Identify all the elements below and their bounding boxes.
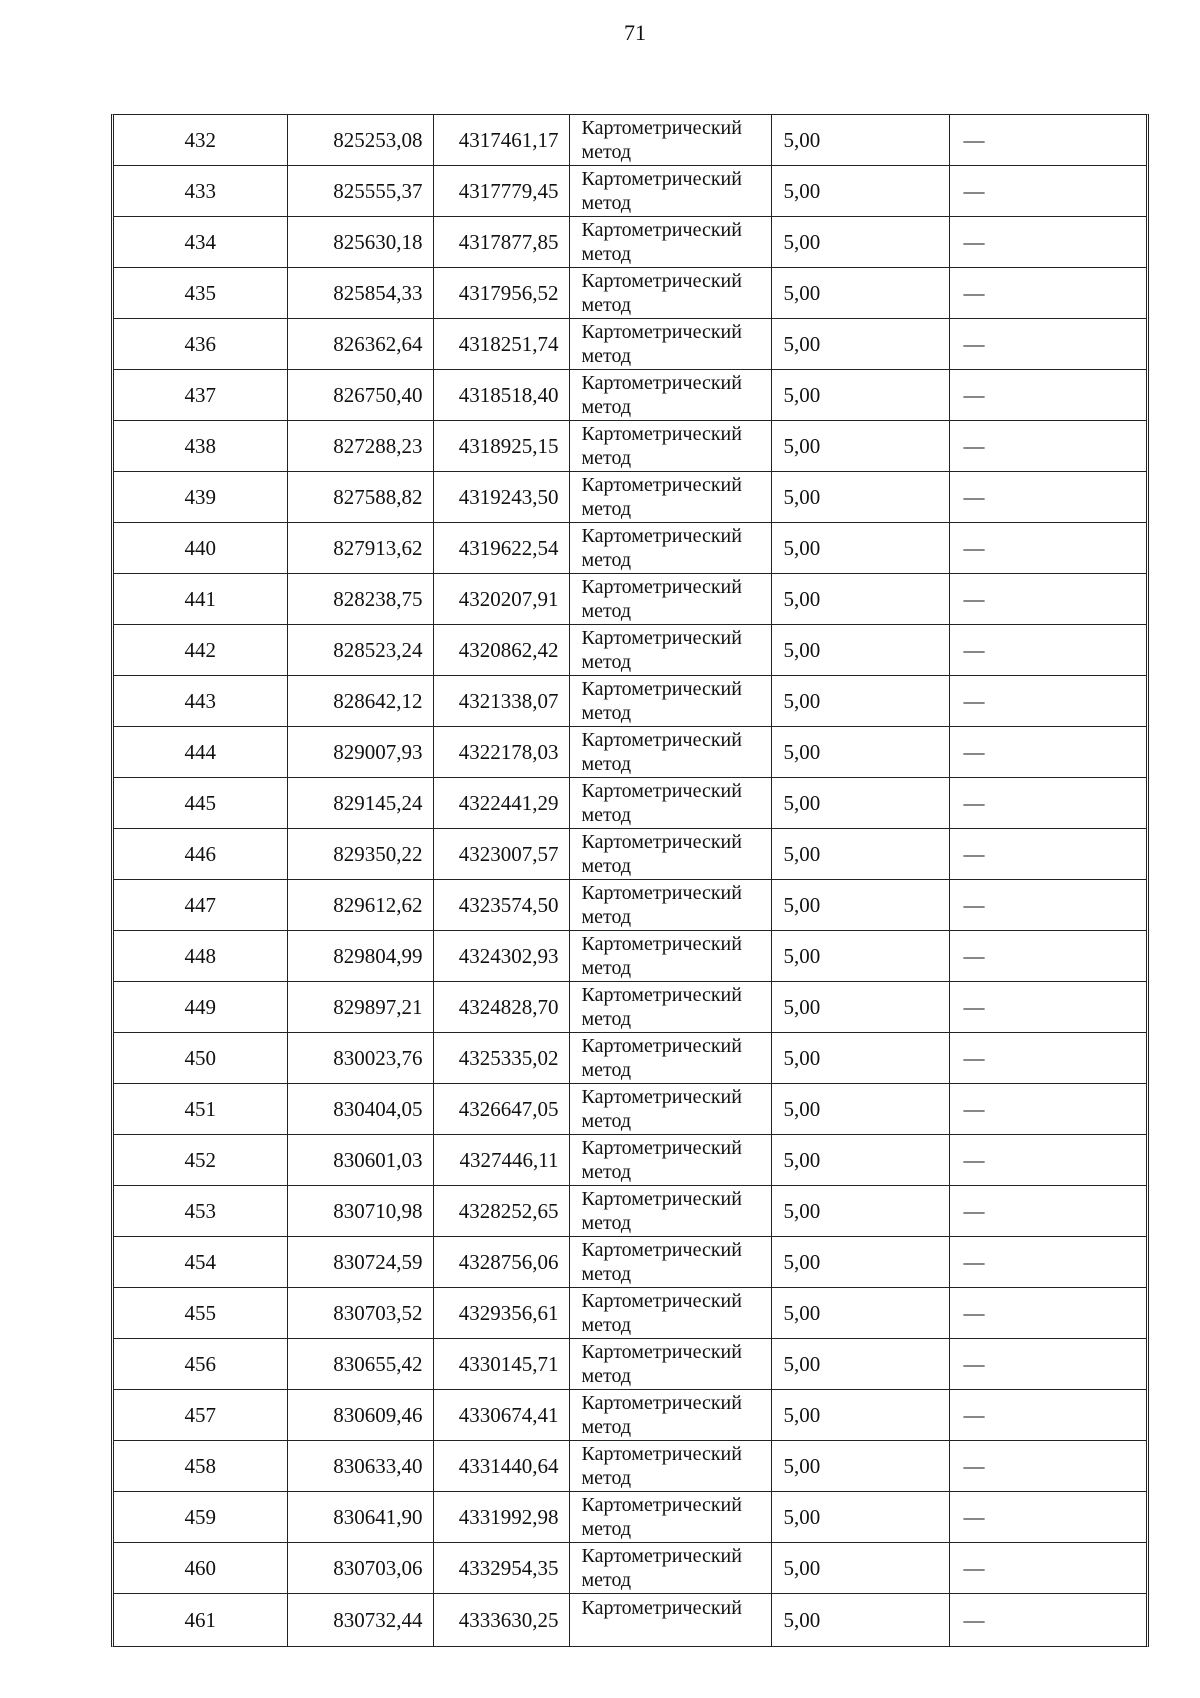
coord-y: 4325335,02	[433, 1033, 569, 1084]
dash-value: —	[949, 1390, 1146, 1441]
method-line1: Картометрический	[581, 1545, 742, 1567]
dash-value: —	[949, 523, 1146, 574]
accuracy: 5,00	[771, 931, 949, 982]
coord-x: 827588,82	[287, 472, 433, 523]
coord-x: 830724,59	[287, 1237, 433, 1288]
accuracy: 5,00	[771, 1084, 949, 1135]
method-cell	[569, 115, 771, 166]
dash-value: —	[949, 166, 1146, 217]
method-cell	[569, 1084, 771, 1135]
coord-y: 4318925,15	[433, 421, 569, 472]
point-number: 435	[114, 268, 287, 319]
point-number: 434	[114, 217, 287, 268]
coord-x: 830641,90	[287, 1492, 433, 1543]
coord-x: 825555,37	[287, 166, 433, 217]
accuracy: 5,00	[771, 421, 949, 472]
table-row	[114, 727, 1146, 778]
point-number: 457	[114, 1390, 287, 1441]
accuracy: 5,00	[771, 880, 949, 931]
method-line1: Картометрический	[581, 1597, 742, 1619]
coord-x: 828523,24	[287, 625, 433, 676]
dash-value: —	[949, 1594, 1146, 1647]
method-line1: Картометрический	[581, 525, 742, 547]
coord-y: 4331440,64	[433, 1441, 569, 1492]
accuracy: 5,00	[771, 370, 949, 421]
method-line2: метод	[581, 651, 632, 673]
accuracy: 5,00	[771, 268, 949, 319]
point-number: 441	[114, 574, 287, 625]
coord-x: 829007,93	[287, 727, 433, 778]
table-body	[114, 115, 1146, 1646]
coord-y: 4323007,57	[433, 829, 569, 880]
table-row	[114, 370, 1146, 421]
dash-value: —	[949, 880, 1146, 931]
method-cell	[569, 421, 771, 472]
coord-x: 827913,62	[287, 523, 433, 574]
dash-value: —	[949, 115, 1146, 166]
accuracy: 5,00	[771, 217, 949, 268]
coord-y: 4327446,11	[433, 1135, 569, 1186]
accuracy: 5,00	[771, 115, 949, 166]
coord-y: 4322178,03	[433, 727, 569, 778]
dash-value: —	[949, 625, 1146, 676]
method-cell	[569, 217, 771, 268]
dash-value: —	[949, 982, 1146, 1033]
method-cell	[569, 1237, 771, 1288]
point-number: 438	[114, 421, 287, 472]
accuracy: 5,00	[771, 1492, 949, 1543]
method-line2: метод	[581, 1518, 632, 1540]
coord-x: 826362,64	[287, 319, 433, 370]
coord-y: 4333630,25	[433, 1594, 569, 1647]
accuracy: 5,00	[771, 1033, 949, 1084]
table-row	[114, 1186, 1146, 1237]
method-line2: метод	[581, 549, 632, 571]
method-cell	[569, 1033, 771, 1084]
method-line2: метод	[581, 804, 632, 826]
method-line1: Картометрический	[581, 474, 742, 496]
table-row	[114, 931, 1146, 982]
page-number: 71	[624, 20, 646, 45]
coord-y: 4332954,35	[433, 1543, 569, 1594]
method-cell	[569, 1492, 771, 1543]
accuracy: 5,00	[771, 625, 949, 676]
dash-value: —	[949, 217, 1146, 268]
method-line2: метод	[581, 1212, 632, 1234]
method-line1: Картометрический	[581, 1035, 742, 1057]
coord-x: 825253,08	[287, 115, 433, 166]
method-cell	[569, 1288, 771, 1339]
point-number: 444	[114, 727, 287, 778]
method-line1: Картометрический	[581, 933, 742, 955]
method-cell	[569, 1441, 771, 1492]
method-line1: Картометрический	[581, 219, 742, 241]
coord-x: 828238,75	[287, 574, 433, 625]
table-row	[114, 1288, 1146, 1339]
coord-x: 828642,12	[287, 676, 433, 727]
coord-x: 830732,44	[287, 1594, 433, 1647]
dash-value: —	[949, 574, 1146, 625]
table-row	[114, 982, 1146, 1033]
dash-value: —	[949, 1441, 1146, 1492]
method-cell	[569, 166, 771, 217]
method-cell	[569, 1135, 771, 1186]
dash-value: —	[949, 829, 1146, 880]
method-line1: Картометрический	[581, 321, 742, 343]
coord-y: 4331992,98	[433, 1492, 569, 1543]
method-line1: Картометрический	[581, 1443, 742, 1465]
coord-x: 830601,03	[287, 1135, 433, 1186]
coord-x: 829612,62	[287, 880, 433, 931]
method-cell	[569, 1186, 771, 1237]
dash-value: —	[949, 1084, 1146, 1135]
table-row	[114, 1339, 1146, 1390]
point-number: 461	[114, 1594, 287, 1647]
table-row	[114, 1033, 1146, 1084]
table-row	[114, 268, 1146, 319]
coord-x: 830023,76	[287, 1033, 433, 1084]
point-number: 450	[114, 1033, 287, 1084]
coord-y: 4330145,71	[433, 1339, 569, 1390]
method-line1: Картометрический	[581, 1341, 742, 1363]
dash-value: —	[949, 1237, 1146, 1288]
dash-value: —	[949, 1135, 1146, 1186]
accuracy: 5,00	[771, 166, 949, 217]
method-cell	[569, 676, 771, 727]
method-cell	[569, 268, 771, 319]
table-row	[114, 1084, 1146, 1135]
accuracy: 5,00	[771, 1186, 949, 1237]
table-row	[114, 1441, 1146, 1492]
table-row	[114, 778, 1146, 829]
coord-y: 4317956,52	[433, 268, 569, 319]
table-row	[114, 574, 1146, 625]
point-number: 454	[114, 1237, 287, 1288]
coord-x: 830710,98	[287, 1186, 433, 1237]
method-line1: Картометрический	[581, 729, 742, 751]
accuracy: 5,00	[771, 319, 949, 370]
dash-value: —	[949, 1339, 1146, 1390]
accuracy: 5,00	[771, 676, 949, 727]
method-line1: Картометрический	[581, 1290, 742, 1312]
dash-value: —	[949, 1288, 1146, 1339]
method-line2: метод	[581, 498, 632, 520]
coord-y: 4319622,54	[433, 523, 569, 574]
method-line2: метод	[581, 1416, 632, 1438]
method-cell	[569, 880, 771, 931]
coord-x: 829897,21	[287, 982, 433, 1033]
coord-y: 4321338,07	[433, 676, 569, 727]
accuracy: 5,00	[771, 472, 949, 523]
method-line2: метод	[581, 345, 632, 367]
method-line2: метод	[581, 396, 632, 418]
point-number: 447	[114, 880, 287, 931]
dash-value: —	[949, 676, 1146, 727]
method-line2: метод	[581, 600, 632, 622]
method-line1: Картометрический	[581, 882, 742, 904]
method-line2: метод	[581, 1008, 632, 1030]
coord-y: 4320207,91	[433, 574, 569, 625]
method-line2: метод	[581, 192, 632, 214]
method-line1: Картометрический	[581, 423, 742, 445]
point-number: 443	[114, 676, 287, 727]
point-number: 458	[114, 1441, 287, 1492]
method-line1: Картометрический	[581, 984, 742, 1006]
coord-y: 4324828,70	[433, 982, 569, 1033]
method-cell	[569, 472, 771, 523]
coord-x: 827288,23	[287, 421, 433, 472]
method-cell	[569, 319, 771, 370]
coord-y: 4319243,50	[433, 472, 569, 523]
coord-x: 829145,24	[287, 778, 433, 829]
table-row	[114, 1390, 1146, 1441]
coord-y: 4326647,05	[433, 1084, 569, 1135]
coord-x: 830703,06	[287, 1543, 433, 1594]
dash-value: —	[949, 1186, 1146, 1237]
coord-x: 826750,40	[287, 370, 433, 421]
coord-x: 830655,42	[287, 1339, 433, 1390]
point-number: 446	[114, 829, 287, 880]
table-row	[114, 1492, 1146, 1543]
point-number: 448	[114, 931, 287, 982]
coord-x: 829804,99	[287, 931, 433, 982]
method-line2: метод	[581, 294, 632, 316]
method-line2: метод	[581, 753, 632, 775]
accuracy: 5,00	[771, 1441, 949, 1492]
method-cell	[569, 982, 771, 1033]
point-number: 436	[114, 319, 287, 370]
method-line1: Картометрический	[581, 1137, 742, 1159]
dash-value: —	[949, 370, 1146, 421]
method-line1: Картометрический	[581, 1392, 742, 1414]
dash-value: —	[949, 472, 1146, 523]
dash-value: —	[949, 727, 1146, 778]
accuracy: 5,00	[771, 829, 949, 880]
method-line2: метод	[581, 1467, 632, 1489]
dash-value: —	[949, 319, 1146, 370]
method-line1: Картометрический	[581, 678, 742, 700]
method-line1: Картометрический	[581, 627, 742, 649]
method-cell	[569, 931, 771, 982]
accuracy: 5,00	[771, 1135, 949, 1186]
accuracy: 5,00	[771, 1288, 949, 1339]
coord-y: 4317877,85	[433, 217, 569, 268]
table-row	[114, 625, 1146, 676]
coord-x: 825630,18	[287, 217, 433, 268]
method-line2: метод	[581, 1110, 632, 1132]
table-row	[114, 1135, 1146, 1186]
accuracy: 5,00	[771, 1594, 949, 1647]
table-row	[114, 472, 1146, 523]
dash-value: —	[949, 268, 1146, 319]
table-row	[114, 676, 1146, 727]
method-line2: метод	[581, 1569, 632, 1591]
method-line2: метод	[581, 1059, 632, 1081]
point-number: 452	[114, 1135, 287, 1186]
dash-value: —	[949, 778, 1146, 829]
point-number: 440	[114, 523, 287, 574]
method-line1: Картометрический	[581, 1086, 742, 1108]
method-cell	[569, 778, 771, 829]
accuracy: 5,00	[771, 1390, 949, 1441]
coord-y: 4323574,50	[433, 880, 569, 931]
point-number: 449	[114, 982, 287, 1033]
coord-x: 830633,40	[287, 1441, 433, 1492]
point-number: 432	[114, 115, 287, 166]
method-line2: метод	[581, 1365, 632, 1387]
coord-x: 829350,22	[287, 829, 433, 880]
table-row	[114, 115, 1146, 166]
method-line1: Картометрический	[581, 372, 742, 394]
method-cell	[569, 370, 771, 421]
method-line2: метод	[581, 1161, 632, 1183]
coord-x: 830609,46	[287, 1390, 433, 1441]
method-line2: метод	[581, 141, 632, 163]
coord-y: 4317779,45	[433, 166, 569, 217]
coord-y: 4322441,29	[433, 778, 569, 829]
dash-value: —	[949, 1543, 1146, 1594]
method-line1: Картометрический	[581, 780, 742, 802]
method-line2: метод	[581, 1314, 632, 1336]
point-number: 455	[114, 1288, 287, 1339]
coord-y: 4320862,42	[433, 625, 569, 676]
table-row	[114, 829, 1146, 880]
method-cell	[569, 727, 771, 778]
point-number: 453	[114, 1186, 287, 1237]
coordinates-table	[111, 114, 1149, 1647]
method-cell	[569, 829, 771, 880]
method-line2: метод	[581, 447, 632, 469]
method-cell	[569, 1594, 771, 1647]
accuracy: 5,00	[771, 727, 949, 778]
point-number: 451	[114, 1084, 287, 1135]
method-cell	[569, 574, 771, 625]
table-row	[114, 166, 1146, 217]
accuracy: 5,00	[771, 523, 949, 574]
dash-value: —	[949, 1492, 1146, 1543]
method-cell	[569, 625, 771, 676]
table-row	[114, 880, 1146, 931]
method-line2: метод	[581, 957, 632, 979]
method-line1: Картометрический	[581, 831, 742, 853]
dash-value: —	[949, 1033, 1146, 1084]
dash-value: —	[949, 421, 1146, 472]
method-line2: метод	[581, 1263, 632, 1285]
point-number: 456	[114, 1339, 287, 1390]
method-line1: Картометрический	[581, 1494, 742, 1516]
method-cell	[569, 1339, 771, 1390]
point-number: 460	[114, 1543, 287, 1594]
accuracy: 5,00	[771, 982, 949, 1033]
coord-y: 4328756,06	[433, 1237, 569, 1288]
coord-y: 4329356,61	[433, 1288, 569, 1339]
table-row	[114, 217, 1146, 268]
accuracy: 5,00	[771, 574, 949, 625]
point-number: 445	[114, 778, 287, 829]
point-number: 459	[114, 1492, 287, 1543]
method-cell	[569, 523, 771, 574]
coord-x: 830703,52	[287, 1288, 433, 1339]
method-line2: метод	[581, 906, 632, 928]
method-line1: Картометрический	[581, 1239, 742, 1261]
accuracy: 5,00	[771, 1543, 949, 1594]
point-number: 437	[114, 370, 287, 421]
method-line1: Картометрический	[581, 576, 742, 598]
coord-y: 4328252,65	[433, 1186, 569, 1237]
table-row	[114, 421, 1146, 472]
accuracy: 5,00	[771, 1237, 949, 1288]
coord-y: 4324302,93	[433, 931, 569, 982]
table-row	[114, 1543, 1146, 1594]
coord-x: 830404,05	[287, 1084, 433, 1135]
coord-x: 825854,33	[287, 268, 433, 319]
coord-y: 4330674,41	[433, 1390, 569, 1441]
method-line1: Картометрический	[581, 1188, 742, 1210]
point-number: 442	[114, 625, 287, 676]
method-line2: метод	[581, 243, 632, 265]
method-line1: Картометрический	[581, 117, 742, 139]
point-number: 439	[114, 472, 287, 523]
coord-y: 4318251,74	[433, 319, 569, 370]
method-line2: метод	[581, 855, 632, 877]
table-row	[114, 523, 1146, 574]
point-number: 433	[114, 166, 287, 217]
coord-y: 4318518,40	[433, 370, 569, 421]
accuracy: 5,00	[771, 1339, 949, 1390]
dash-value: —	[949, 931, 1146, 982]
method-cell	[569, 1543, 771, 1594]
accuracy: 5,00	[771, 778, 949, 829]
table-row	[114, 1237, 1146, 1288]
method-line1: Картометрический	[581, 168, 742, 190]
table-row	[114, 319, 1146, 370]
method-line2: метод	[581, 702, 632, 724]
table-row	[114, 1594, 1146, 1647]
method-cell	[569, 1390, 771, 1441]
method-line1: Картометрический	[581, 270, 742, 292]
coord-y: 4317461,17	[433, 115, 569, 166]
